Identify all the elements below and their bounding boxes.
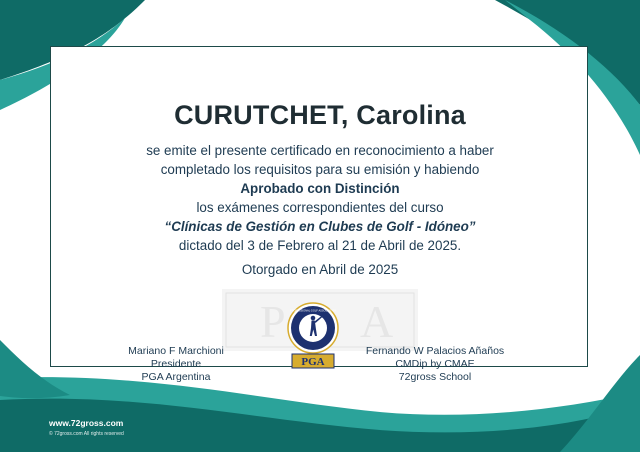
recipient-name: CURUTCHET, Carolina <box>174 100 466 130</box>
signatory-left <box>96 345 256 384</box>
body-line-4: los exámenes correspondientes del curso <box>196 200 444 215</box>
signatory-right-title: CMDip by CMAE <box>395 358 475 370</box>
body-line-2: completado los requisitos para su emisión y habiendo <box>160 162 480 177</box>
distinction-text: Aprobado con Distinción <box>240 181 400 196</box>
course-dates: dictado del 3 de Febrero al 21 de Abril de 2025. <box>178 238 462 253</box>
pga-seal <box>286 302 340 370</box>
body-line-1: se emite el presente certificado en reconocimiento a haber <box>146 143 494 158</box>
certificate-body <box>0 141 640 255</box>
signatory-right-name: Fernando W Palacios Añaños <box>365 345 505 357</box>
watermark-letter-p: P <box>260 296 286 347</box>
copyright-text: © 72gross.com All rights reserved <box>49 431 124 437</box>
watermark-letter-a: A <box>360 296 394 347</box>
website-link[interactable]: www.72gross.com <box>49 418 124 428</box>
signatory-left-title: Presidente <box>150 358 202 370</box>
signatory-left-org: PGA Argentina <box>141 371 211 383</box>
issue-date: Otorgado en Abril de 2025 <box>241 262 399 277</box>
signatory-right-org: 72gross School <box>398 371 472 383</box>
seal-ring-text: PROFESSIONAL GOLF ASSOCIATION <box>290 309 336 313</box>
course-title: “Clínicas de Gestión en Clubes de Golf - Idóneo” <box>164 219 476 234</box>
seal-label: PGA <box>301 356 325 368</box>
signatory-right <box>345 345 525 384</box>
signatory-left-name: Mariano F Marchioni <box>128 345 224 357</box>
